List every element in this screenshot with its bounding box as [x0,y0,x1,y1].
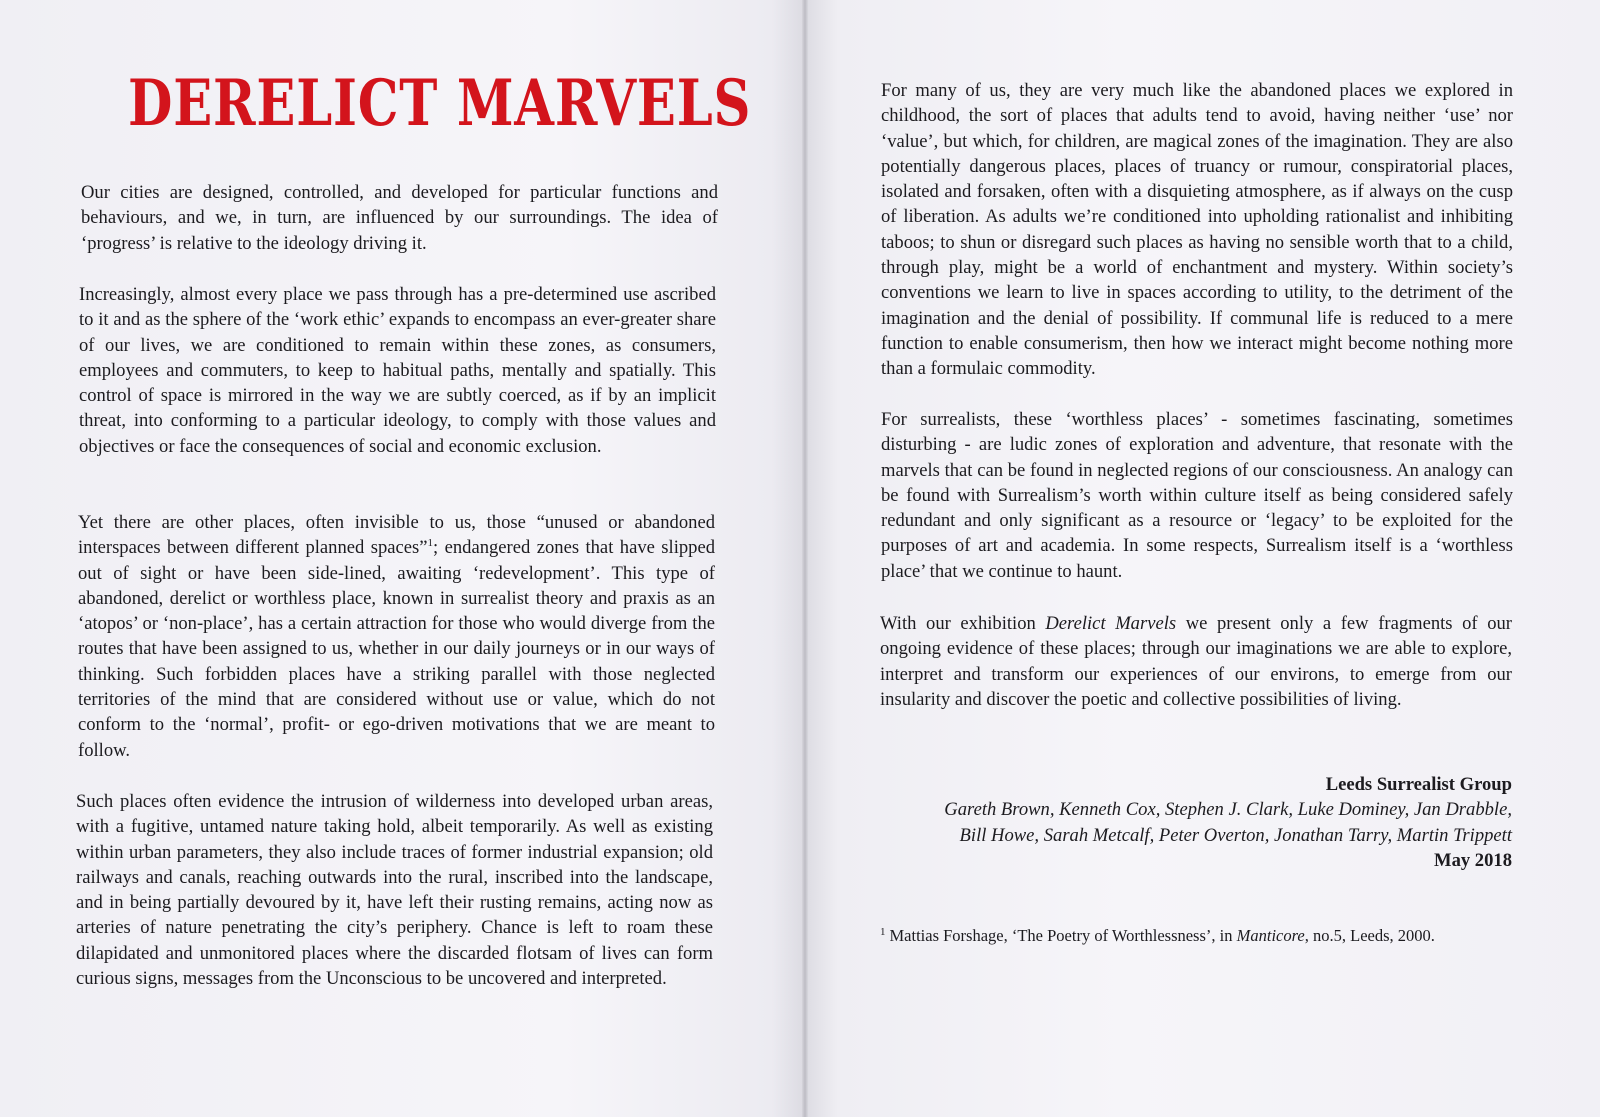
page-title: DERELICT MARVELS [128,66,752,141]
right-paragraph-3-text-a: With our exhibition [880,613,1046,634]
right-paragraph-2: For surrealists, these ‘worthless places’ - sometimes fascinating, sometimes disturbing - are ludic zones of exploration and adventure, that resonate with the marvels that can be found in neglected regions of our consciousness. An analogy can be found with Surrealism’s worth within culture itself as being considered safely redundant and only significant as a resource or ‘legacy’ to be exploited for the purposes of art and academia. In some respects, Surrealism itself is a ‘worthless place’ that we continue to haunt. [881,409,1513,582]
right-paragraph-1: For many of us, they are very much like the abandoned places we explored in childhood, the sort of places that adults tend to avoid, having neither ‘use’ nor ‘value’, but which, for children, are magical zones of the imagination. They are also potentially dangerous places, places of truancy or rumour, conspiratorial places, isolated and forsaken, often with a disquieting atmosphere, as if always on the cusp of liberation. As adults we’re conditioned into upholding rationalist and inhibiting taboos; to shun or disregard such places as having no sensible worth that to a child, through play, might be a world of enchantment and mystery. Within society’s conventions we learn to live in spaces according to utility, to the detriment of the imagination and the denial of possibility. If communal life is reduced to a mere function to enable consumerism, then how we interact might become nothing more than a formulaic commodity. [881,80,1513,380]
footnote-reference: 1 [427,537,434,550]
footnote-text-b: , no.5, Leeds, 2000. [1304,926,1435,945]
members-line-2: Bill Howe, Sarah Metcalf, Peter Overton, Jonathan Tarry, Martin Trippett [959,824,1512,846]
left-paragraph-2: Increasingly, almost every place we pass through has a pre-determined use ascribed to it and as the sphere of the ‘work ethic’ expands to encompass an ever-greater share of our lives, we are conditioned to remain within these zones, as consumers, employees and commuters, to keep to habitual paths, mentally and spatially. This control of space is mirrored in the way we are subtly coerced, as if by an implicit threat, into conforming to a particular ideology, to comply with those values and objectives or face the consequences of social and economic exclusion. [79,284,716,457]
footnote-journal: Manticore [1236,926,1305,945]
right-paragraph-3-text-b: we present only a few fragments of our ongoing evidence of these places; through our imaginations we are able to explore, interpret and transform our experiences of our environs, to emerge from our insularity and discover the poetic and collective possibilities of living. [880,613,1512,710]
signature-date: May 2018 [1434,849,1512,871]
left-paragraph-3-text-a: Yet there are other places, often invisible to us, those “unused or abandoned interspaces between different planned spaces” [78,512,715,559]
footnote-text-a: Mattias Forshage, ‘The Poetry of Worthlessness’, in [889,926,1237,945]
page-gutter [802,0,808,1117]
signature-block [880,772,1512,873]
left-paragraph-3 [78,510,715,763]
left-paragraph-4: Such places often evidence the intrusion of wilderness into developed urban areas, with a fugitive, untamed nature taking hold, albeit temporarily. As well as existing within urban parameters, they also include traces of former industrial expansion; old railways and canals, reaching outwards into the rural, inscribed into the landscape, and in being partially devoured by it, have left their rusting remains, acting now as arteries of nature penetrating the city’s periphery. Chance is left to roam these dilapidated and unmonitored places where the discarded flotsam of lives can form curious signs, messages from the Unconscious to be uncovered and interpreted. [76,791,713,990]
footnote [880,925,1520,947]
footnote-mark: 1 [880,925,886,938]
exhibition-title: Derelict Marvels [1045,613,1177,634]
group-name: Leeds Surrealist Group [1325,774,1512,795]
members-line-1: Gareth Brown, Kenneth Cox, Stephen J. Clark, Luke Dominey, Jan Drabble, [944,799,1512,821]
right-paragraph-3 [880,611,1512,712]
left-paragraph-1: Our cities are designed, controlled, and developed for particular functions and behaviours, and we, in turn, are influenced by our surroundings. The idea of ‘progress’ is relative to the ideology driving it. [81,182,718,254]
left-paragraph-3-text-b: ; endangered zones that have slipped out of sight or have been side-lined, awaiting ‘redevelopment’. This type of abandoned, derelict or worthless place, known in surrealist theory and praxis as an ‘atopos’ or ‘non-place’, has a certain attraction for those who would diverge from the routes that have been assigned to us, whether in our daily journeys or in our ways of thinking. Such forbidden places have a striking parallel with those neglected territories of the mind that are considered without use or value, which do not conform to the ‘normal’, profit- or ego-driven motivations that we are meant to follow. [78,537,715,761]
